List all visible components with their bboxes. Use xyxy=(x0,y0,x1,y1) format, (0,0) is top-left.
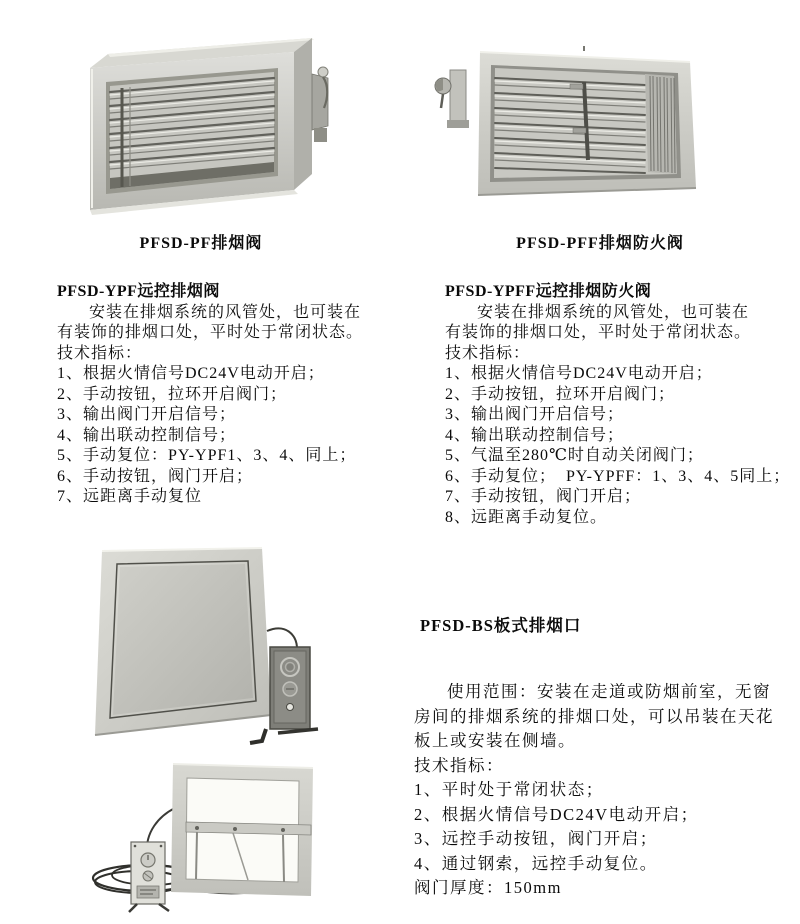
pfsd-bs-frame-photo xyxy=(85,758,330,920)
bs-desc-line-2: 房间的排烟系统的排烟口处，可以吊装在天花 xyxy=(414,706,774,726)
pff-actuator xyxy=(435,70,469,128)
ypff-desc-line-1: 安装在排烟系统的风管处，也可装在 xyxy=(477,303,750,321)
ypff-spec-item: 8、远距离手动复位。 xyxy=(445,508,608,526)
ypf-spec-item: 1、根据火情信号DC24V电动开启； xyxy=(57,365,325,382)
bs-spec-item: 2、根据火情信号DC24V电动开启； xyxy=(414,804,699,824)
bs-control-box xyxy=(129,842,169,912)
ypf-spec-item: 6、手动按钮，阀门开启； xyxy=(57,467,254,485)
ypf-spec-label: 技术指标： xyxy=(57,344,143,362)
ypf-title: PFSD-YPF远控排烟阀 xyxy=(57,283,220,300)
ypff-spec-item: 7、手动按钮，阀门开启； xyxy=(445,488,642,505)
bs-spec-item: 3、远控手动按钮，阀门开启； xyxy=(414,829,658,848)
ypf-desc-line-2: 有装饰的排烟口处，平时处于常闭状态。 xyxy=(57,324,364,341)
ypff-title: PFSD-YPFF远控排烟防火阀 xyxy=(445,283,652,300)
ypff-spec-item: 5、气温至280℃时自动关闭阀门； xyxy=(445,447,704,464)
ypff-spec-item: 4、输出联动控制信号； xyxy=(445,426,625,444)
pf-actuator xyxy=(312,67,328,142)
ypf-spec-item: 2、手动按钮，拉环开启阀门； xyxy=(57,385,288,403)
ypff-section xyxy=(445,282,800,528)
pf-photo-caption: PFSD-PF排烟阀 xyxy=(139,235,263,252)
ypf-spec-item: 5、手动复位：PY-YPF1、3、4、同上； xyxy=(57,447,357,464)
pff-photo-caption: PFSD-PFF排烟防火阀 xyxy=(516,235,684,252)
bs-thickness: 阀门厚度：150mm xyxy=(414,878,562,897)
bs-desc-line-3: 板上或安装在侧墙。 xyxy=(414,731,576,750)
pfsd-pff-damper-photo xyxy=(433,40,710,212)
bs-spec-label: 技术指标： xyxy=(414,755,504,775)
ypf-section xyxy=(57,282,422,508)
bs-desc-line-1: 使用范围：安装在走道或防烟前室，无窗 xyxy=(447,682,771,701)
pfsd-bs-panel-photo xyxy=(90,545,325,745)
ypf-spec-item: 4、输出联动控制信号； xyxy=(57,426,237,444)
bs-spec-item: 4、通过钢索，远控手动复位。 xyxy=(414,853,658,873)
ypff-spec-item: 2、手动按钮，拉环开启阀门； xyxy=(445,385,676,403)
bs-title: PFSD-BS板式排烟口 xyxy=(420,616,582,635)
bs-section xyxy=(414,680,794,901)
ypff-spec-item: 1、根据火情信号DC24V电动开启； xyxy=(445,365,713,382)
ypff-spec-item: 6、手动复位； PY-YPFF：1、3、4、5同上； xyxy=(445,467,791,485)
ypff-spec-item: 3、输出阀门开启信号； xyxy=(445,406,625,423)
ypff-spec-label: 技术指标： xyxy=(445,344,531,362)
ypf-desc-line-1: 安装在排烟系统的风管处，也可装在 xyxy=(89,303,362,321)
ypf-spec-item: 7、远距离手动复位 xyxy=(57,488,203,505)
ypff-desc-line-2: 有装饰的排烟口处，平时处于常闭状态。 xyxy=(445,324,752,341)
ypf-spec-item: 3、输出阀门开启信号； xyxy=(57,406,237,423)
pfsd-pf-damper-photo xyxy=(62,28,340,218)
bs-spec-item: 1、平时处于常闭状态； xyxy=(414,780,604,799)
